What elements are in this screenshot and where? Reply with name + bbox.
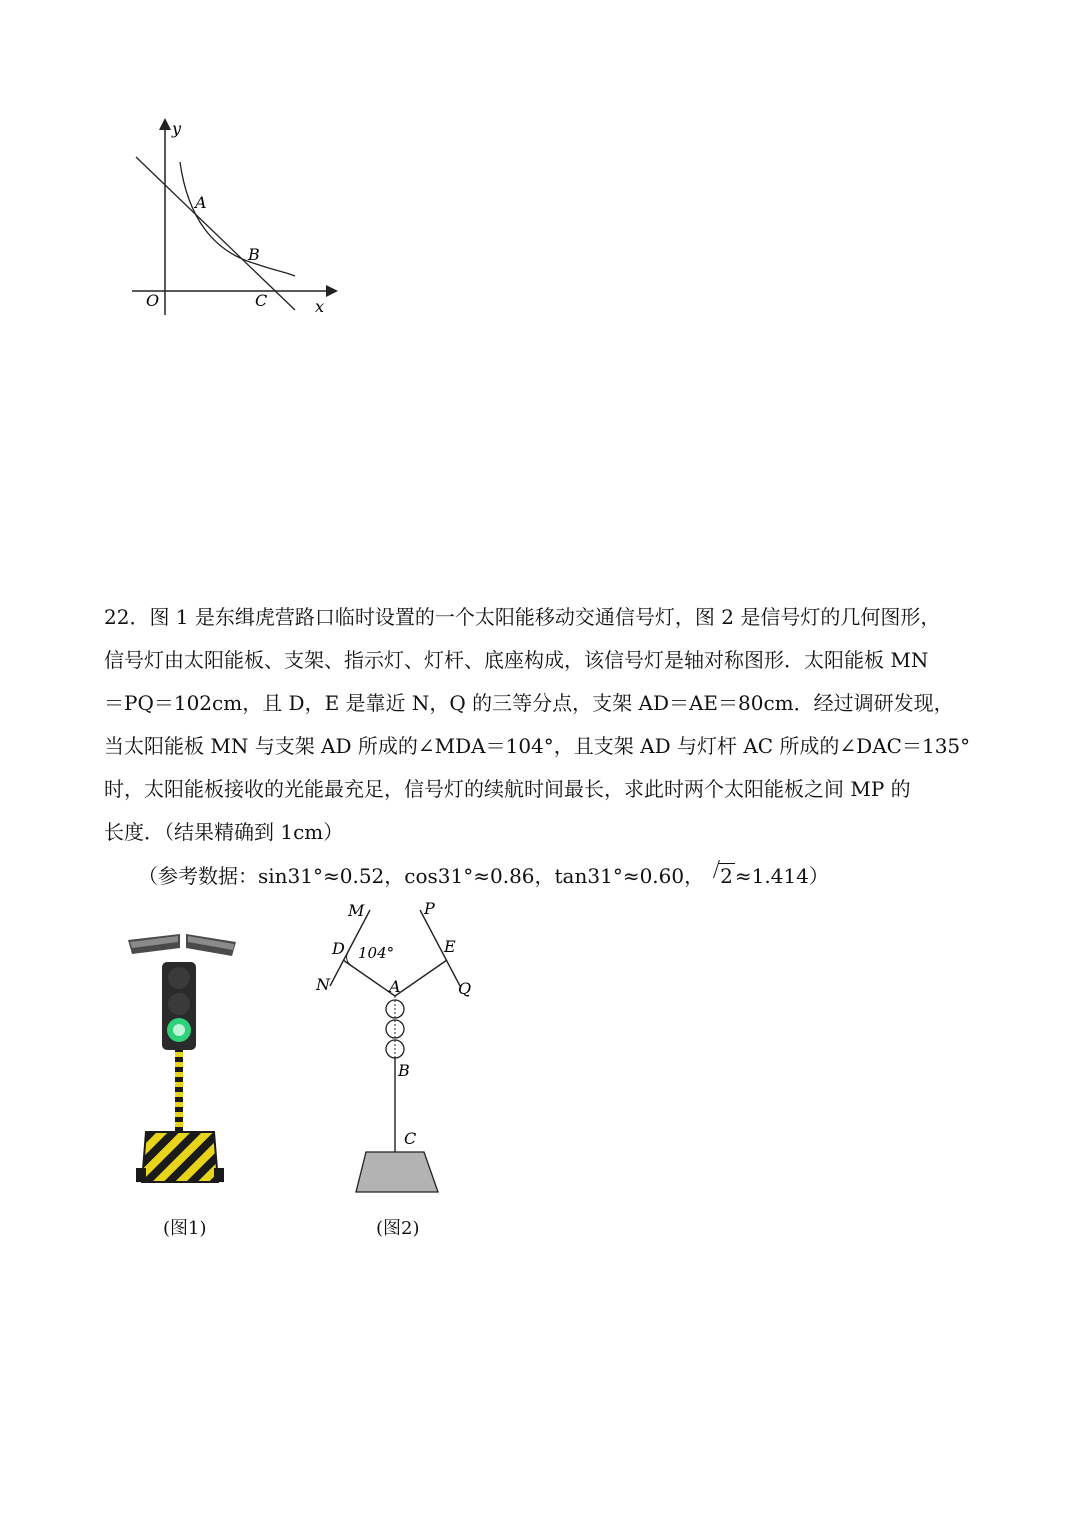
- y-axis-label: y: [172, 119, 182, 138]
- label-n: N: [316, 975, 330, 994]
- solar-panels: [128, 934, 236, 956]
- label-p: P: [424, 899, 435, 918]
- base: [142, 1132, 218, 1182]
- reference-prefix: （参考数据：sin31°≈0.52，cos31°≈0.86，tan31°≈0.60，: [138, 864, 705, 888]
- sqrt-radicand: 2: [720, 864, 733, 888]
- green-light-glow: [173, 1024, 185, 1036]
- yellow-light: [168, 993, 190, 1015]
- function-graph: [120, 110, 350, 325]
- label-a: A: [389, 977, 401, 996]
- figure1-caption: (图1): [163, 1218, 207, 1239]
- reference-suffix: ≈1.414）: [734, 864, 829, 888]
- point-b-label: B: [248, 245, 260, 264]
- red-light: [168, 967, 190, 989]
- angle-value: 104°: [358, 944, 395, 962]
- problem-line: 时，太阳能板接收的光能最充足，信号灯的续航时间最长，求此时两个太阳能板之间 MP 的: [104, 777, 911, 801]
- base-foot: [136, 1168, 146, 1182]
- problem-line: 22．图 1 是东缉虎营路口临时设置的一个太阳能移动交通信号灯，图 2 是信号灯的几何图形，: [104, 605, 941, 629]
- geometry-diagram: [300, 890, 490, 1200]
- figure2-caption: (图2): [376, 1218, 420, 1239]
- bracket-ae: [395, 960, 447, 996]
- label-d: D: [332, 939, 345, 958]
- point-c-label: C: [255, 291, 268, 310]
- traffic-light-illustration: [118, 922, 248, 1190]
- linear-function-line: [136, 157, 295, 310]
- label-q: Q: [458, 979, 472, 998]
- sqrt-symbol: [706, 856, 735, 896]
- base-trapezoid: [356, 1152, 438, 1192]
- problem-line: 信号灯由太阳能板、支架、指示灯、灯杆、底座构成，该信号灯是轴对称图形．太阳能板 MN: [104, 648, 929, 672]
- origin-label: O: [146, 291, 160, 310]
- base-foot: [214, 1168, 224, 1182]
- problem-line: 长度．（结果精确到 1cm）: [104, 820, 344, 844]
- label-c: C: [404, 1129, 417, 1148]
- label-m: M: [348, 901, 365, 920]
- label-b: B: [398, 1061, 410, 1080]
- angle-arc: [347, 952, 352, 966]
- problem-22: [104, 596, 984, 854]
- hyperbola-curve: [180, 162, 295, 276]
- problem-line: 当太阳能板 MN 与支架 AD 所成的∠MDA＝104°，且支架 AD 与灯杆 AC 所成的∠DAC＝135°: [104, 734, 971, 758]
- point-a-label: A: [195, 193, 207, 212]
- label-e: E: [444, 937, 456, 956]
- problem-line: ＝PQ＝102cm，且 D，E 是靠近 N，Q 的三等分点，支架 AD＝AE＝80cm．经过调研发现，: [104, 691, 954, 715]
- x-axis-label: x: [315, 297, 325, 316]
- light-pole: [175, 1050, 183, 1132]
